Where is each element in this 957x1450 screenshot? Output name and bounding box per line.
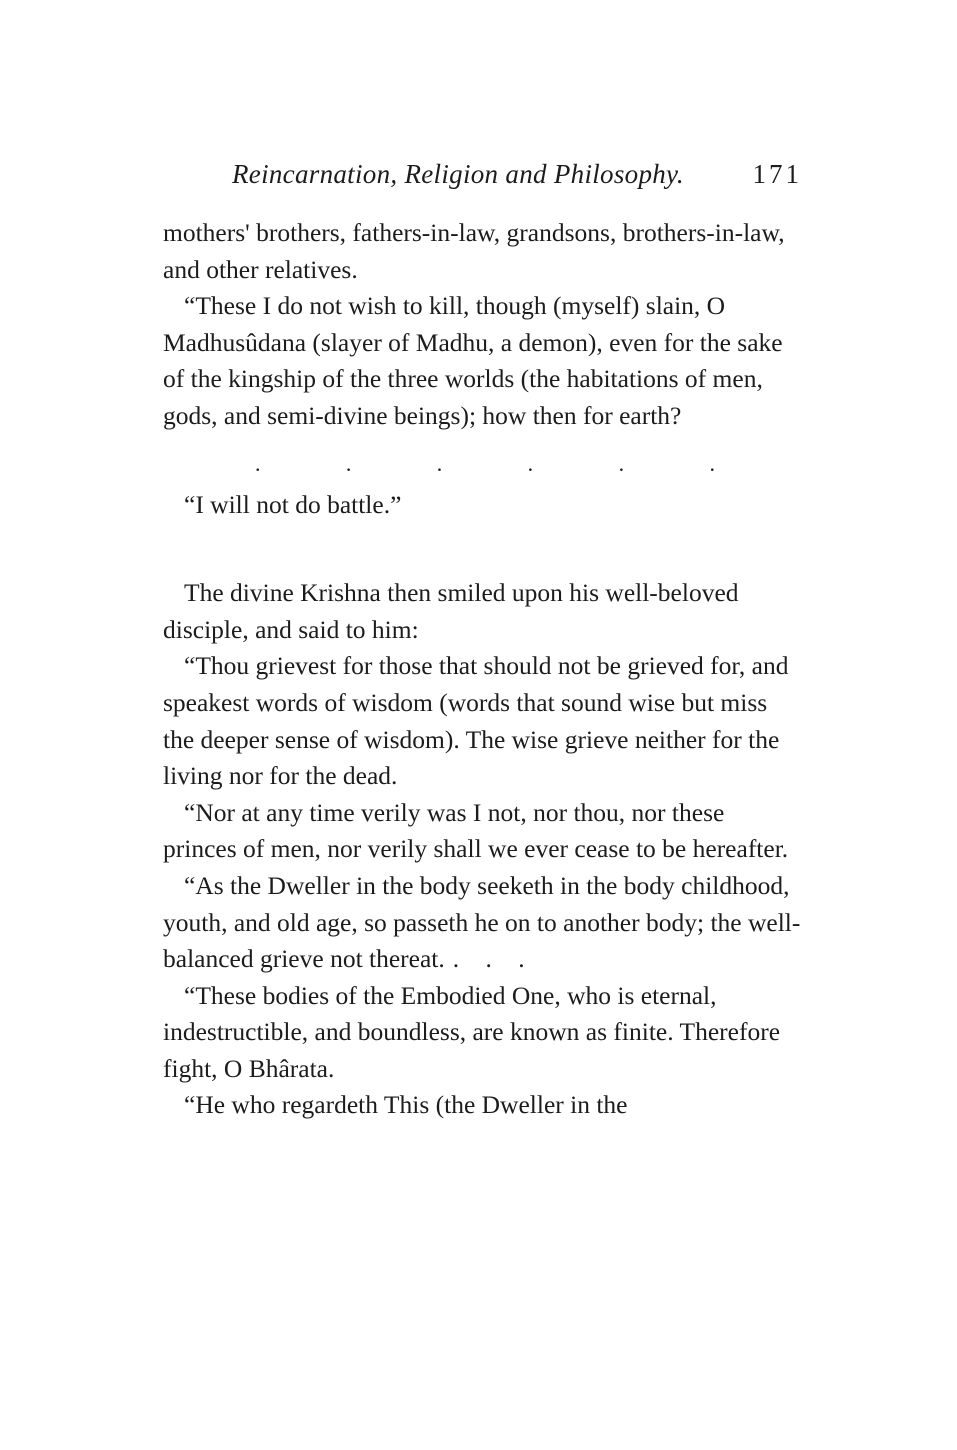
running-head [232,158,802,190]
running-title: Reincarnation, Religion and Philosophy. [232,159,684,189]
paragraph-will-not-do-battle: “I will not do battle.” [184,489,402,519]
spacer [163,475,801,487]
ellipsis-dot: . [527,450,534,476]
ellipsis-dot: . [709,450,715,476]
paragraph-text: “As the Dweller in the body seeketh in the body childhood, youth, and old age, so passeth he on to another body; the well-balanced grieve not thereat. [163,870,801,974]
body-text [163,215,801,1124]
paragraph-thou-grievest: “Thou grievest for those that should not be grieved for, and speakest words of wisdom (words that sound wise but miss the deeper sense of wisdom). The wise grieve neither for the living nor for the dead. [163,651,789,791]
paragraph-these-i-do-not-wish: “These I do not wish to kill, though (myself) slain, O Madhusûdana (slayer of Madhu, a demon), even for the sake of the kingship of the three worlds (the habitations of men, gods, and semi-divine beings); how then for earth? [163,291,783,430]
ellipsis-dot: . [255,450,261,476]
paragraph-text: “These bodies of the Embodied One, who is eternal, indestructible, and boundless, are known as [163,980,717,1047]
paragraph-he-who-regardeth: “He who regardeth This (the Dweller in the [184,1090,628,1120]
paragraph-these-bodies [163,978,801,1088]
section-break [163,523,801,575]
paragraph-text-end: finite. Therefore fight, O Bhârata. [163,1017,781,1083]
ellipsis-row [255,450,715,476]
ellipsis-dot: . [618,450,625,476]
paragraph-krishna-smiled: The divine Krishna then smiled upon his well-beloved disciple, and said to him: [163,578,739,644]
paragraph-continuation: mothers' brothers, fathers-in-law, grandsons, brothers-in-law, and other relatives. [163,218,785,284]
trailing-ellipsis: . . . [452,944,535,974]
ellipsis-dot: . [345,450,352,476]
paragraph-nor-at-any-time: “Nor at any time verily was I not, nor thou, nor these princes of men, nor verily shall we ever cease to be hereafter. [163,797,789,864]
paragraph-as-the-dweller [163,868,801,978]
ellipsis-dot: . [436,450,443,476]
page-number: 171 [752,159,802,189]
